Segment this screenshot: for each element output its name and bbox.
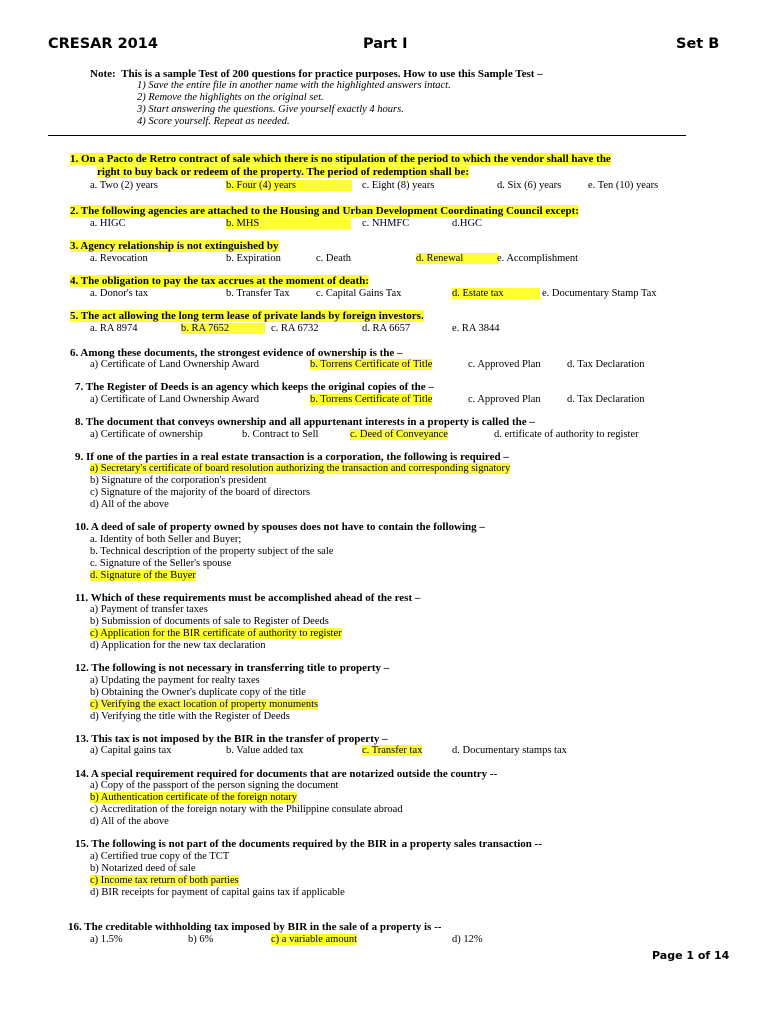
option: d. ertificate of authority to register [494, 429, 639, 440]
answer-highlight: d. Estate tax [452, 288, 540, 299]
answer-highlight: b) Authentication certificate of the foreign notary [90, 792, 298, 803]
option [310, 394, 432, 405]
option: d) BIR receipts for payment of capital gains tax if applicable [90, 887, 345, 898]
option: c. Capital Gains Tax [316, 288, 402, 299]
note-step: 2) Remove the highlights on the original set. [137, 92, 324, 103]
option: d) Verifying the title with the Register of Deeds [90, 711, 290, 722]
option: a. Two (2) years [90, 180, 158, 191]
question-14: 14. A special requirement required for documents that are notarized outside the country -- [75, 768, 498, 780]
option: b. Technical description of the property subject of the sale [90, 546, 334, 557]
option: d) 12% [452, 934, 483, 945]
option: c. Death [316, 253, 351, 264]
note-label: Note: [90, 68, 116, 80]
option: b. Contract to Sell [242, 429, 319, 440]
option: c) Accreditation of the foreign notary with the Philippine consulate abroad [90, 804, 403, 815]
option: d. Tax Declaration [567, 359, 645, 370]
option: d. Six (6) years [497, 180, 562, 191]
option [90, 699, 318, 710]
option [362, 745, 422, 756]
question-1-line-2: right to buy back or redeem of the property. The period of redemption shall be: [97, 166, 470, 178]
note-text: This is a sample Test of 200 questions for practice purposes. How to use this Sample Test – [121, 68, 543, 80]
option: c. Approved Plan [468, 394, 541, 405]
option: a. HIGC [90, 218, 126, 229]
option: a) Certificate of Land Ownership Award [90, 359, 260, 370]
option [226, 218, 351, 229]
answer-highlight: d. Signature of the Buyer [90, 570, 196, 581]
option: a) Capital gains tax [90, 745, 172, 756]
option: a. Revocation [90, 253, 148, 264]
separator-rule [48, 135, 686, 136]
answer-highlight: c. Deed of Conveyance [350, 429, 448, 440]
note-line [90, 68, 543, 80]
answer-highlight: b. Four (4) years [226, 180, 352, 191]
question-15: 15. The following is not part of the documents required by the BIR in a property sales transaction -- [75, 838, 543, 850]
option: a) 1.5% [90, 934, 123, 945]
option: a. Identity of both Seller and Buyer; [90, 534, 242, 545]
option [416, 253, 499, 264]
option: e. Ten (10) years [588, 180, 659, 191]
option: c. Approved Plan [468, 359, 541, 370]
answer-highlight: b. RA 7652 [181, 323, 265, 334]
option: a. Donor's tax [90, 288, 149, 299]
option: d. Tax Declaration [567, 394, 645, 405]
option: b) Signature of the corporation's president [90, 475, 267, 486]
option [90, 792, 297, 803]
option: b. Value added tax [226, 745, 304, 756]
option: c. RA 6732 [271, 323, 319, 334]
note-step: 3) Start answering the questions. Give yourself exactly 4 hours. [137, 104, 404, 115]
answer-highlight: b. Torrens Certificate of Title [310, 359, 433, 370]
option: e. RA 3844 [452, 323, 500, 334]
answer-highlight: c) Income tax return of both parties [90, 875, 239, 886]
page-number: Page 1 of 14 [652, 949, 730, 962]
question-3: 3. Agency relationship is not extinguished by [70, 240, 279, 252]
option: a) Certificate of ownership [90, 429, 203, 440]
question-4: 4. The obligation to pay the tax accrues at the moment of death: [70, 275, 369, 287]
answer-highlight: d. Renewal [416, 253, 499, 264]
set-label: Set B [676, 36, 720, 52]
question-5: 5. The act allowing the long term lease of private lands by foreign investors. [70, 310, 424, 322]
question-8: 8. The document that conveys ownership and all appurtenant interests in a property is called the – [75, 416, 535, 428]
answer-highlight: c. Transfer tax [362, 745, 423, 756]
option: d. Documentary stamps tax [452, 745, 567, 756]
option: a. RA 8974 [90, 323, 138, 334]
answer-highlight: b. Torrens Certificate of Title [310, 394, 433, 405]
option [271, 934, 357, 945]
note-step: 4) Score yourself. Repeat as needed. [137, 116, 290, 127]
option: d) Application for the new tax declaration [90, 640, 266, 651]
question-9: 9. If one of the parties in a real estate transaction is a corporation, the following is required – [75, 451, 509, 463]
answer-highlight: c) a variable amount [271, 934, 357, 945]
option: b. Transfer Tax [226, 288, 290, 299]
option: a) Certificate of Land Ownership Award [90, 394, 260, 405]
question-7: 7. The Register of Deeds is an agency which keeps the original copies of the – [75, 381, 434, 393]
option: e. Accomplishment [497, 253, 579, 264]
option: e. Documentary Stamp Tax [542, 288, 657, 299]
option [90, 463, 510, 474]
option [90, 570, 196, 581]
question-10: 10. A deed of sale of property owned by spouses does not have to contain the following – [75, 521, 485, 533]
question-11: 11. Which of these requirements must be accomplished ahead of the rest – [75, 592, 421, 604]
option [90, 875, 239, 886]
option [90, 628, 342, 639]
option [181, 323, 265, 334]
option: c. Eight (8) years [362, 180, 435, 191]
question-2: 2. The following agencies are attached to the Housing and Urban Development Coordinating Council except: [70, 205, 579, 217]
question-16: 16. The creditable withholding tax imposed by BIR in the sale of a property is -- [68, 921, 442, 933]
note-step: 1) Save the entire file in another name with the highlighted answers intact. [137, 80, 451, 91]
option: c. Signature of the Seller's spouse [90, 558, 232, 569]
option [310, 359, 432, 370]
question-12: 12. The following is not necessary in transferring title to property – [75, 662, 390, 674]
question-1-line-1: 1. On a Pacto de Retro contract of sale which there is no stipulation of the period to which the vendor shall have the [70, 153, 611, 165]
option: a) Certified true copy of the TCT [90, 851, 230, 862]
question-6: 6. Among these documents, the strongest evidence of ownership is the – [70, 347, 403, 359]
option: a) Copy of the passport of the person signing the document [90, 780, 339, 791]
option: d. RA 6657 [362, 323, 411, 334]
option: d.HGC [452, 218, 483, 229]
option: a) Updating the payment for realty taxes [90, 675, 260, 686]
option: b) Notarized deed of sale [90, 863, 196, 874]
option: d) All of the above [90, 499, 169, 510]
option: b. Expiration [226, 253, 281, 264]
answer-highlight: c) Verifying the exact location of property monuments [90, 699, 319, 710]
answer-highlight: c) Application for the BIR certificate of authority to register [90, 628, 342, 639]
option: a) Payment of transfer taxes [90, 604, 208, 615]
option: b) Obtaining the Owner's duplicate copy of the title [90, 687, 306, 698]
answer-highlight: b. MHS [226, 218, 351, 229]
option: b) Submission of documents of sale to Register of Deeds [90, 616, 329, 627]
question-13: 13. This tax is not imposed by the BIR in the transfer of property – [75, 733, 388, 745]
option [226, 180, 352, 191]
option: c) Signature of the majority of the board of directors [90, 487, 311, 498]
option [350, 429, 448, 440]
part-label: Part I [363, 36, 408, 52]
option: b) 6% [188, 934, 214, 945]
option [452, 288, 540, 299]
option: c. NHMFC [362, 218, 410, 229]
doc-title: CRESAR 2014 [48, 36, 158, 52]
option: d) All of the above [90, 816, 169, 827]
answer-highlight: a) Secretary's certificate of board resolution authorizing the transaction and corresponding signatory [90, 463, 511, 474]
